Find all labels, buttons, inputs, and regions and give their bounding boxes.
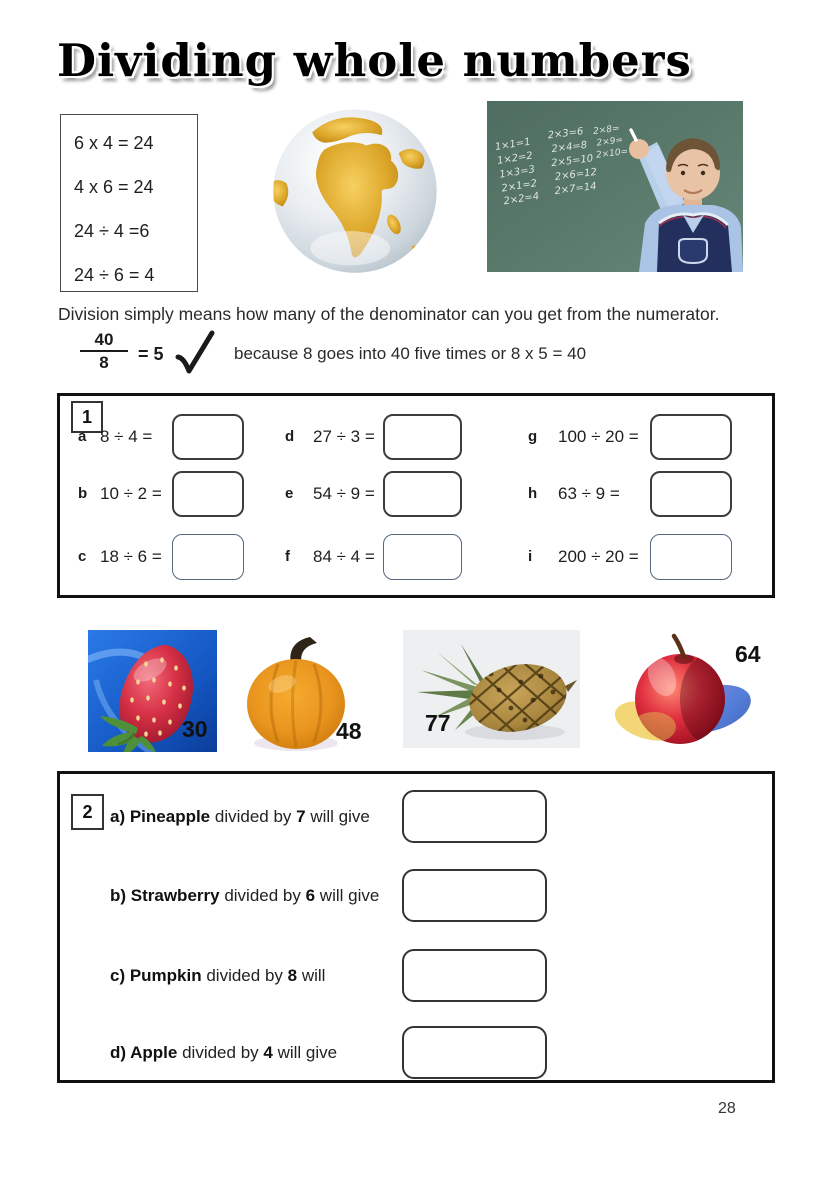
problem-a	[78, 413, 244, 460]
answer-box-h[interactable]	[650, 471, 732, 517]
word-problem-text: d) Apple divided by 4 will give	[110, 1042, 338, 1062]
problem-h	[528, 470, 732, 517]
problem-b	[78, 470, 244, 517]
answer-box-c[interactable]	[172, 534, 244, 580]
svg-text:2×3=6: 2×3=6	[547, 126, 585, 142]
answer-box-2b[interactable]	[402, 869, 547, 922]
fraction-denominator: 8	[99, 353, 109, 372]
pumpkin-value: 48	[336, 718, 362, 744]
globe-image	[260, 102, 450, 286]
problem-label: b	[78, 485, 88, 502]
problem-equation: 10 ÷ 2 =	[100, 483, 162, 503]
pineapple-image	[403, 630, 580, 753]
answer-box-2a[interactable]	[402, 790, 547, 843]
answer-box-2d[interactable]	[402, 1026, 547, 1079]
fact-line: 4 x 6 = 24	[74, 177, 154, 197]
word-problem-d	[110, 1026, 710, 1079]
because-text: because 8 goes into 40 five times or 8 x 5 = 40	[234, 344, 587, 363]
answer-box-a[interactable]	[172, 414, 244, 460]
svg-text:2×7=14: 2×7=14	[554, 181, 598, 198]
word-problem-c	[110, 949, 710, 1002]
apple-value: 64	[735, 641, 761, 667]
svg-text:2×6=12: 2×6=12	[554, 166, 598, 183]
problem-label: i	[528, 548, 533, 565]
svg-text:2×9=: 2×9=	[596, 135, 624, 149]
answer-box-2c[interactable]	[402, 949, 547, 1002]
facts-box	[60, 114, 198, 292]
problem-equation: 54 ÷ 9 =	[313, 483, 375, 503]
svg-text:1×3=3: 1×3=3	[498, 164, 536, 181]
svg-text:2×4=8: 2×4=8	[550, 139, 588, 156]
problem-g	[528, 413, 732, 460]
answer-box-b[interactable]	[172, 471, 244, 517]
problem-equation: 84 ÷ 4 =	[313, 546, 375, 566]
problem-c	[78, 533, 244, 580]
pumpkin-image	[238, 634, 362, 757]
problem-e	[285, 470, 462, 517]
problem-label: d	[285, 428, 295, 445]
problem-label: f	[285, 548, 290, 565]
problem-label: a	[78, 428, 87, 445]
fraction-numerator: 40	[94, 330, 114, 349]
problem-equation: 63 ÷ 9 =	[558, 483, 620, 503]
word-problem-text: c) Pumpkin divided by 8 will	[110, 965, 326, 985]
svg-text:2×8=: 2×8=	[592, 123, 621, 137]
fraction-result: = 5	[138, 344, 164, 364]
apple-image	[610, 633, 770, 753]
problem-equation: 200 ÷ 20 =	[558, 546, 639, 566]
page-number: 28	[718, 1100, 736, 1117]
fraction-bar	[80, 350, 128, 352]
problem-i	[528, 533, 732, 580]
fact-line: 6 x 4 = 24	[74, 133, 154, 153]
checkmark-icon	[172, 329, 220, 381]
svg-text:1×1=1: 1×1=1	[494, 136, 532, 154]
answer-box-e[interactable]	[383, 471, 462, 517]
svg-text:2×10=: 2×10=	[595, 146, 629, 161]
answer-box-d[interactable]	[383, 414, 462, 460]
pineapple-value: 77	[425, 710, 451, 736]
word-problem-a	[110, 790, 710, 843]
problem-equation: 18 ÷ 6 =	[100, 546, 162, 566]
problem-f	[285, 533, 462, 580]
answer-box-g[interactable]	[650, 414, 732, 460]
exercise-2-number: 2	[71, 794, 104, 830]
strawberry-image	[88, 630, 217, 757]
svg-text:2×1=2: 2×1=2	[500, 178, 538, 195]
exercise-1-number: 1	[71, 401, 103, 433]
fact-line: 24 ÷ 4 =6	[74, 221, 150, 241]
problem-label: c	[78, 548, 87, 565]
boy-chalkboard-image	[487, 101, 743, 272]
answer-box-f[interactable]	[383, 534, 462, 580]
problem-equation: 100 ÷ 20 =	[558, 426, 639, 446]
problem-equation: 8 ÷ 4 =	[100, 426, 153, 446]
strawberry-value: 30	[182, 716, 208, 742]
problem-label: h	[528, 485, 538, 502]
svg-text:2×2=4: 2×2=4	[502, 190, 540, 208]
word-problem-text: b) Strawberry divided by 6 will give	[110, 885, 380, 905]
fraction-example	[80, 330, 128, 372]
word-problem-b	[110, 869, 710, 922]
problem-equation: 27 ÷ 3 =	[313, 426, 375, 446]
intro-text: Division simply means how many of the denominator can you get from the numerator.	[58, 304, 720, 324]
answer-box-i[interactable]	[650, 534, 732, 580]
problem-label: g	[528, 428, 538, 445]
svg-text:1×2=2: 1×2=2	[496, 150, 534, 167]
svg-text:2×5=10: 2×5=10	[550, 153, 594, 170]
fact-line: 24 ÷ 6 = 4	[74, 265, 155, 285]
word-problem-text: a) Pineapple divided by 7 will give	[110, 806, 370, 826]
problem-label: e	[285, 485, 294, 502]
problem-d	[285, 413, 462, 460]
page-title: Dividing whole numbers	[57, 34, 692, 87]
